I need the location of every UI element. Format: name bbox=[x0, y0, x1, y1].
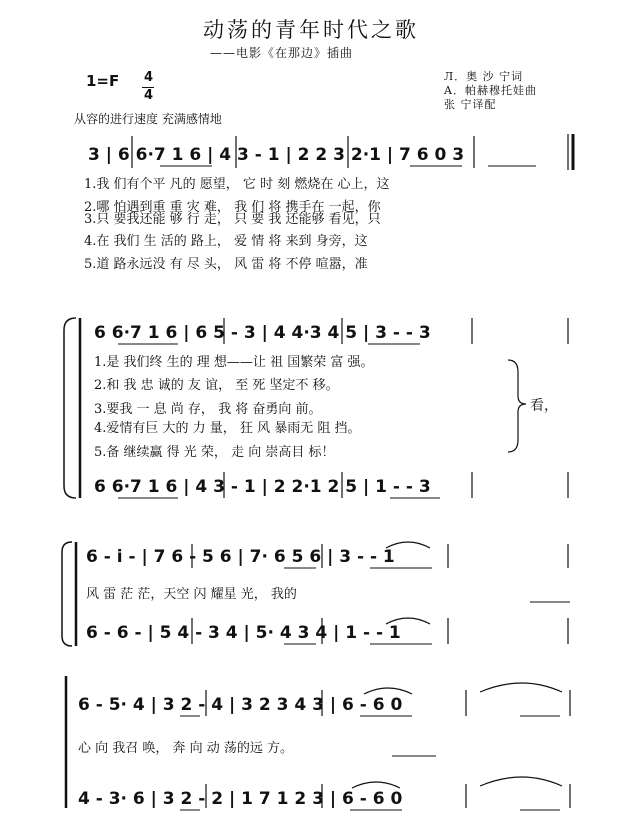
tempo-marking: 从容的进行速度 充满感情地 bbox=[74, 112, 222, 126]
melody-line-1: 3 | 6 6·7 1 6 | 4 3 - 1 | 2 2 3 2·1 | 7 6 0 3 bbox=[88, 145, 465, 165]
credit-lyricist: Л．奥 沙 宁词 bbox=[444, 70, 524, 83]
song-title: 动荡的青年时代之歌 bbox=[203, 18, 419, 42]
time-signature-top: 4 bbox=[144, 70, 154, 85]
song-subtitle: ——电影《在那边》插曲 bbox=[210, 46, 354, 60]
verse-1-line-4: 4.在 我们 生 活的 路上， 爱 情 将 来到 身旁，这 bbox=[84, 234, 368, 249]
lyric-line-4: 心 向 我召 唤， 奔 向 动 荡的远 方。 bbox=[78, 741, 294, 756]
verse-2-line-2: 2.和 我 忠 诚的 友 谊， 至 死 坚定不 移。 bbox=[94, 378, 339, 393]
side-lyric: 看， bbox=[530, 398, 558, 414]
verse-2-line-5: 5.备 继续赢 得 光 荣， 走 向 崇高目 标！ bbox=[94, 445, 335, 460]
section-4 bbox=[66, 676, 570, 810]
verse-2-line-4: 4.爱情有巨 大的 力 量， 狂 风 暴雨无 阻 挡。 bbox=[94, 421, 361, 436]
melody-line-2-bottom: 6 6·7 1 6 | 4 3 - 1 | 2 2·1 2 5 | 1 - - 3 bbox=[94, 477, 431, 497]
lyric-line-3: 风 雷 茫 茫，天空 闪 耀星 光， 我的 bbox=[86, 587, 297, 602]
verse-brace bbox=[508, 360, 526, 452]
time-signature-bottom: 4 bbox=[144, 88, 154, 103]
section-1 bbox=[84, 134, 573, 272]
verse-1-line-3: 3.只 要我还能 够 行 走， 只 要 我 还能够 看见，只 bbox=[84, 212, 381, 227]
verse-1-line-2: 2.哪 怕遇到重 重 灾 难， 我 们 将 携手在 一起，你 bbox=[84, 200, 381, 215]
section-2 bbox=[64, 318, 568, 498]
melody-line-4-bottom: 4 - 3· 6 | 3 2 - 2 | 1 7 1 2 3 | 6 - 6 0 bbox=[78, 789, 403, 809]
verse-2-line-1: 1.是 我们终 生的 理 想——让 祖 国繁荣 富 强。 bbox=[94, 355, 374, 370]
verse-2-line-3: 3.要我 一 息 尚 存， 我 将 奋勇向 前。 bbox=[94, 402, 322, 417]
melody-line-2-top: 6 6·7 1 6 | 6 5 - 3 | 4 4·3 4 5 | 3 - - 3 bbox=[94, 323, 431, 343]
melody-line-3-top: 6 - i - | 7 6 - 5 6 | 7· 6 5 6 | 3 - - 1 bbox=[86, 547, 395, 567]
verse-1-line-5: 5.道 路永远没 有 尽 头， 风 雷 将 不停 喧嚣，准 bbox=[84, 257, 368, 272]
melody-line-4-top: 6 - 5· 4 | 3 2 - 4 | 3 2 3 4 3 | 6 - 6 0 bbox=[78, 695, 403, 715]
credit-translator: 张 宁译配 bbox=[444, 98, 497, 111]
verse-1-line-1: 1.我 们有个平 凡的 愿望， 它 时 刻 燃烧在 心上，这 bbox=[84, 177, 390, 192]
section-3 bbox=[62, 542, 570, 646]
credit-composer: A．帕赫穆托娃曲 bbox=[444, 84, 537, 97]
key-signature: 1=F bbox=[86, 72, 120, 90]
melody-line-3-bottom: 6 - 6 - | 5 4 - 3 4 | 5· 4 3 4 | 1 - - 1 bbox=[86, 623, 401, 643]
